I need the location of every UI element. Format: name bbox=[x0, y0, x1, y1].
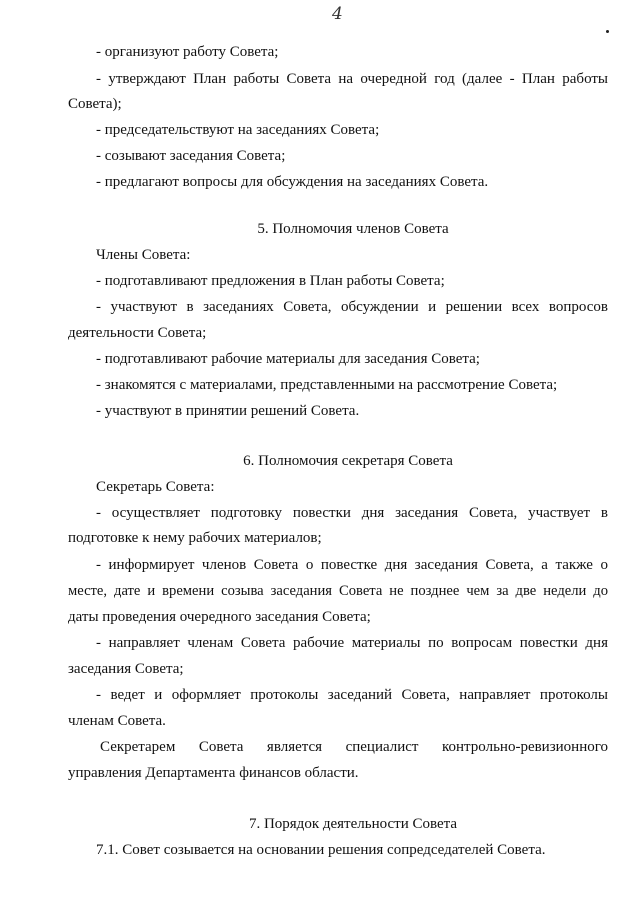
paragraph-line: подготовке к нему рабочих материалов; bbox=[68, 530, 322, 546]
paragraph-line: - предлагают вопросы для обсуждения на заседаниях Совета. bbox=[96, 174, 489, 190]
section-heading: 5. Полномочия членов Совета bbox=[257, 221, 449, 237]
paragraph-line: - подготавливают предложения в План работы Совета; bbox=[96, 273, 445, 289]
paragraph-line: - осуществляет подготовку повестки дня заседания Совета, участвует в bbox=[96, 505, 608, 521]
paragraph-line: членам Совета. bbox=[68, 713, 166, 729]
paragraph-line: - организуют работу Совета; bbox=[96, 44, 279, 60]
scan-speck bbox=[606, 30, 609, 33]
paragraph-line: - председательствуют на заседаниях Совета; bbox=[96, 122, 380, 138]
section-heading: 7. Порядок деятельности Совета bbox=[248, 816, 458, 832]
paragraph-line: - знакомятся с материалами, представленными на рассмотрение Совета; bbox=[96, 377, 558, 393]
paragraph-line: Секретарем Совета является специалист контрольно-ревизионного bbox=[100, 739, 608, 755]
page-number: 4 bbox=[332, 4, 343, 24]
section-heading: 6. Полномочия секретаря Совета bbox=[243, 453, 453, 469]
paragraph-line: Члены Совета: bbox=[96, 247, 191, 263]
paragraph-line: месте, дате и времени созыва заседания Совета не позднее чем за две недели до bbox=[68, 583, 608, 599]
paragraph-line: - созывают заседания Совета; bbox=[96, 148, 286, 164]
paragraph-line: Совета); bbox=[68, 96, 122, 112]
paragraph-line: - участвуют в заседаниях Совета, обсуждении и решении всех вопросов bbox=[96, 299, 608, 315]
paragraph-line: 7.1. Совет созывается на основании решения сопредседателей Совета. bbox=[96, 842, 546, 858]
paragraph-line: управления Департамента финансов области. bbox=[68, 765, 359, 781]
paragraph-line: даты проведения очередного заседания Совета; bbox=[68, 609, 371, 625]
paragraph-line: - участвуют в принятии решений Совета. bbox=[96, 403, 360, 419]
paragraph-line: - утверждают План работы Совета на очередной год (далее - План работы bbox=[96, 71, 608, 87]
paragraph-line: - ведет и оформляет протоколы заседаний Совета, направляет протоколы bbox=[96, 687, 608, 703]
paragraph-line: - подготавливают рабочие материалы для заседания Совета; bbox=[96, 351, 480, 367]
paragraph-line: - информирует членов Совета о повестке дня заседания Совета, а также о bbox=[96, 557, 608, 573]
paragraph-line: Секретарь Совета: bbox=[96, 479, 215, 495]
paragraph-line: заседания Совета; bbox=[68, 661, 184, 677]
paragraph-line: - направляет членам Совета рабочие материалы по вопросам повестки дня bbox=[96, 635, 608, 651]
paragraph-line: деятельности Совета; bbox=[68, 325, 207, 341]
